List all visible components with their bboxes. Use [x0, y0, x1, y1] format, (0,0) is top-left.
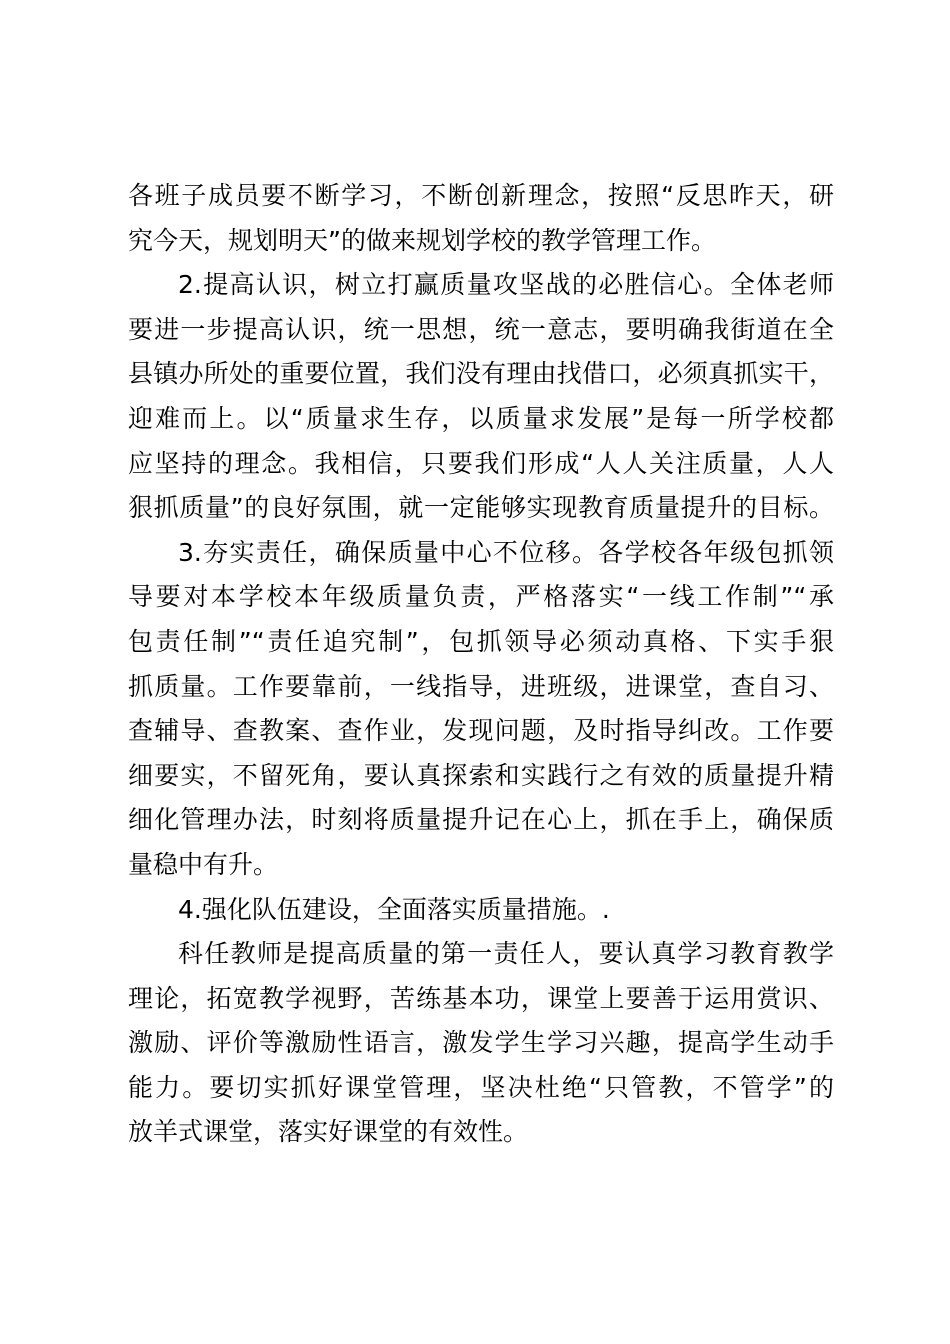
- text-line: 包责任制”“责任追究制”，包抓领导必须动真格、下实手狠: [128, 626, 834, 656]
- text-line: 迎难而上。以“质量求生存，以质量求发展”是每一所学校都: [128, 403, 834, 433]
- paragraph-heading-2: 2.提高认识，树立打赢质量攻坚战的必胜信心。全体老师: [178, 270, 834, 300]
- text-line: 各班子成员要不断学习，不断创新理念，按照“反思昨天，研: [128, 181, 834, 210]
- text-line: 细化管理办法，时刻将质量提升记在心上，抓在手上，确保质: [128, 805, 834, 835]
- text-line: 导要对本学校本年级质量负责，严格落实“一线工作制”“承: [128, 582, 834, 612]
- text-line: 要进一步提高认识，统一思想，统一意志，要明确我街道在全: [128, 314, 834, 344]
- document-body: [128, 174, 834, 1155]
- text-line: 放羊式课堂，落实好课堂的有效性。: [128, 1117, 529, 1147]
- paragraph-start: 科任教师是提高质量的第一责任人，要认真学习教育教学: [178, 939, 834, 969]
- text-line: 理论，拓宽教学视野，苦练基本功，课堂上要善于运用赏识、: [128, 983, 834, 1013]
- text-line: 量稳中有升。: [128, 849, 279, 879]
- text-line: 细要实，不留死角，要认真探索和实践行之有效的质量提升精: [128, 760, 834, 790]
- text-line: 能力。要切实抓好课堂管理，坚决杜绝“只管教，不管学”的: [128, 1072, 834, 1102]
- text-line: 抓质量。工作要靠前，一线指导，进班级，进课堂，查自习、: [128, 671, 834, 701]
- text-line: 县镇办所处的重要位置，我们没有理由找借口，必须真抓实干，: [128, 359, 834, 389]
- text-line: 激励、评价等激励性语言，激发学生学习兴趣，提高学生动手: [128, 1028, 834, 1058]
- paragraph-heading-4: 4.强化队伍建设，全面落实质量措施。.: [178, 894, 610, 924]
- text-line: 究今天，规划明天”的做来规划学校的教学管理工作。: [128, 225, 716, 255]
- text-line: 狠抓质量”的良好氛围，就一定能够实现教育质量提升的目标。: [128, 493, 834, 523]
- text-line: 查辅导、查教案、查作业，发现问题，及时指导纠改。工作要: [128, 716, 834, 746]
- paragraph-heading-3: 3.夯实责任，确保质量中心不位移。各学校各年级包抓领: [178, 537, 834, 567]
- text-line: 应坚持的理念。我相信，只要我们形成“人人关注质量，人人: [128, 448, 834, 478]
